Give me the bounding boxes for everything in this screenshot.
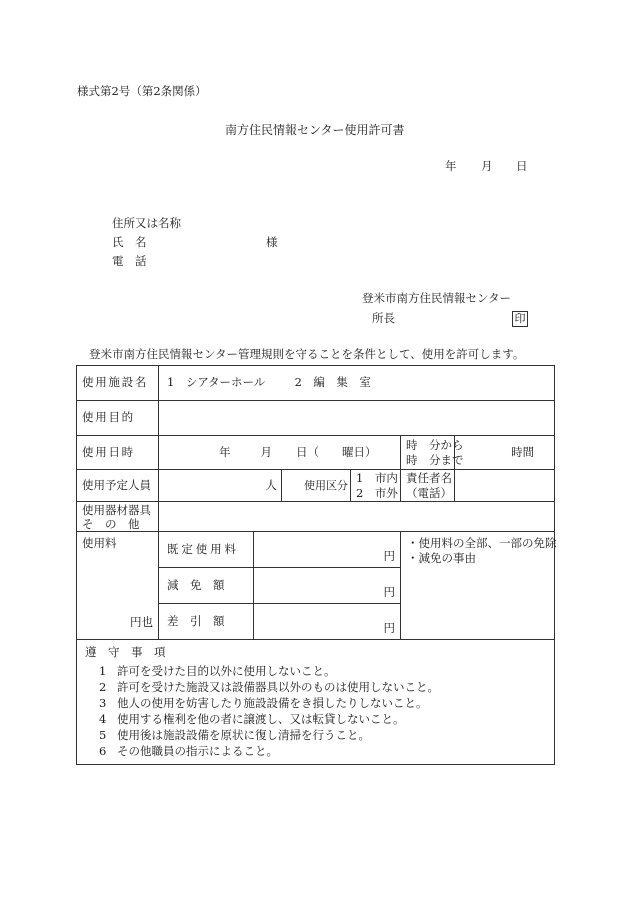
- rule-item: 3 他人の使用を妨害したり施設設備をき損したりしないこと。: [99, 695, 428, 710]
- rule-item: 2 許可を受けた施設又は設備器具以外のものは使用しないこと。: [99, 679, 439, 694]
- rules-title: 遵 守 事 項: [85, 645, 166, 659]
- date-day-label: 日: [516, 159, 528, 173]
- equipment-label: 使用器材器具: [82, 502, 151, 517]
- rule-item: 6 その他職員の指示によること。: [99, 743, 278, 758]
- permit-table: [76, 365, 555, 765]
- facility-label: 使用施設名: [77, 366, 159, 401]
- time-to-label: 時 分まで: [406, 452, 464, 467]
- equipment-other-label: そ の 他: [82, 516, 140, 531]
- facility-option-editing-room[interactable]: 2 編 集 室: [294, 375, 371, 390]
- equipment-field[interactable]: [159, 502, 555, 532]
- time-range-field[interactable]: [401, 436, 464, 470]
- rules-cell: [77, 640, 555, 765]
- fee-label-cell: [77, 532, 159, 640]
- hours-label: 時間: [511, 444, 535, 459]
- phone-label: 電 話: [112, 254, 147, 268]
- fee-row-1: [77, 532, 555, 568]
- seal-mark: [512, 311, 528, 327]
- date-month-unit: 月: [260, 444, 272, 459]
- responsible-phone-label: （電話）: [406, 485, 452, 500]
- rules-list: [83, 663, 548, 759]
- responsible-label-cell: [401, 470, 455, 502]
- category-label-cell: [282, 470, 351, 502]
- issuer-organization: 登米市南方住民情報センター: [362, 291, 512, 305]
- document-title: 南方住民情報センター使用許可書: [225, 123, 405, 137]
- purpose-label: 使用目的: [77, 401, 159, 436]
- rule-item: 5 使用後は施設設備を原状に復し清掃を行うこと。: [99, 727, 370, 742]
- rule-item: 1 許可を受けた目的以外に使用しないこと。: [99, 663, 336, 678]
- facility-row: [77, 366, 555, 401]
- fee-base-field[interactable]: [254, 532, 401, 568]
- date-month-label: 月: [481, 159, 493, 173]
- fee-net-field[interactable]: [254, 604, 401, 640]
- hours-field[interactable]: [455, 436, 555, 470]
- datetime-row: [77, 436, 555, 470]
- fee-reduction-field[interactable]: [254, 568, 401, 604]
- honorific: 様: [266, 235, 278, 249]
- time-from-label: 時 分から: [406, 437, 464, 452]
- seal-label: 印: [512, 311, 528, 327]
- rule-item: 4 使用する権利を他の者に譲渡し、又は転貸しないこと。: [99, 711, 405, 726]
- people-row: [77, 470, 555, 502]
- date-day-weekday-unit: 日（ 曜日）: [296, 444, 377, 459]
- equipment-label-cell: [77, 502, 159, 532]
- fee-base-unit: 円: [383, 549, 395, 564]
- category-label: 使用区分: [304, 478, 348, 492]
- people-label: 使用予定人員: [77, 470, 159, 502]
- fee-label: 使用料: [82, 536, 117, 550]
- responsible-field[interactable]: [455, 470, 555, 502]
- fee-note-exemption: ・使用料の全部、一部の免除: [407, 536, 557, 550]
- people-count-field[interactable]: [159, 470, 282, 502]
- people-unit: 人: [265, 477, 277, 492]
- category-options[interactable]: [351, 470, 401, 502]
- form-number: 様式第2号（第2条関係）: [77, 84, 207, 98]
- category-inside[interactable]: 1 市内: [356, 470, 398, 485]
- facility-option-theater[interactable]: 1 シアターホール: [167, 375, 266, 390]
- intro-text: 登米市南方住民情報センター管理規則を守ることを条件として、使用を許可します。: [89, 347, 525, 361]
- fee-notes-cell[interactable]: [401, 532, 555, 640]
- fee-net-unit: 円: [383, 621, 395, 636]
- name-label: 氏 名: [112, 235, 147, 249]
- fee-reduction-label: 減 免 額: [159, 568, 254, 604]
- equipment-row: [77, 502, 555, 532]
- fee-note-reason: ・減免の事由: [407, 551, 476, 565]
- purpose-field[interactable]: [159, 401, 555, 436]
- issuer-title: 所長: [372, 311, 395, 325]
- purpose-row: [77, 401, 555, 436]
- fee-unit-note: 円也: [130, 615, 153, 630]
- date-field[interactable]: [159, 436, 401, 470]
- datetime-label: 使用日時: [77, 436, 159, 470]
- date-year-unit: 年: [219, 444, 231, 459]
- fee-reduction-unit: 円: [383, 585, 395, 600]
- fee-base-label: 既定使用料: [159, 532, 254, 568]
- rules-row: [77, 640, 555, 765]
- responsible-label: 責任者名: [406, 470, 452, 485]
- date-year-label: 年: [445, 159, 457, 173]
- fee-net-label: 差 引 額: [159, 604, 254, 640]
- facility-options[interactable]: [159, 366, 555, 401]
- address-label: 住所又は名称: [112, 216, 181, 230]
- category-outside[interactable]: 2 市外: [356, 485, 398, 500]
